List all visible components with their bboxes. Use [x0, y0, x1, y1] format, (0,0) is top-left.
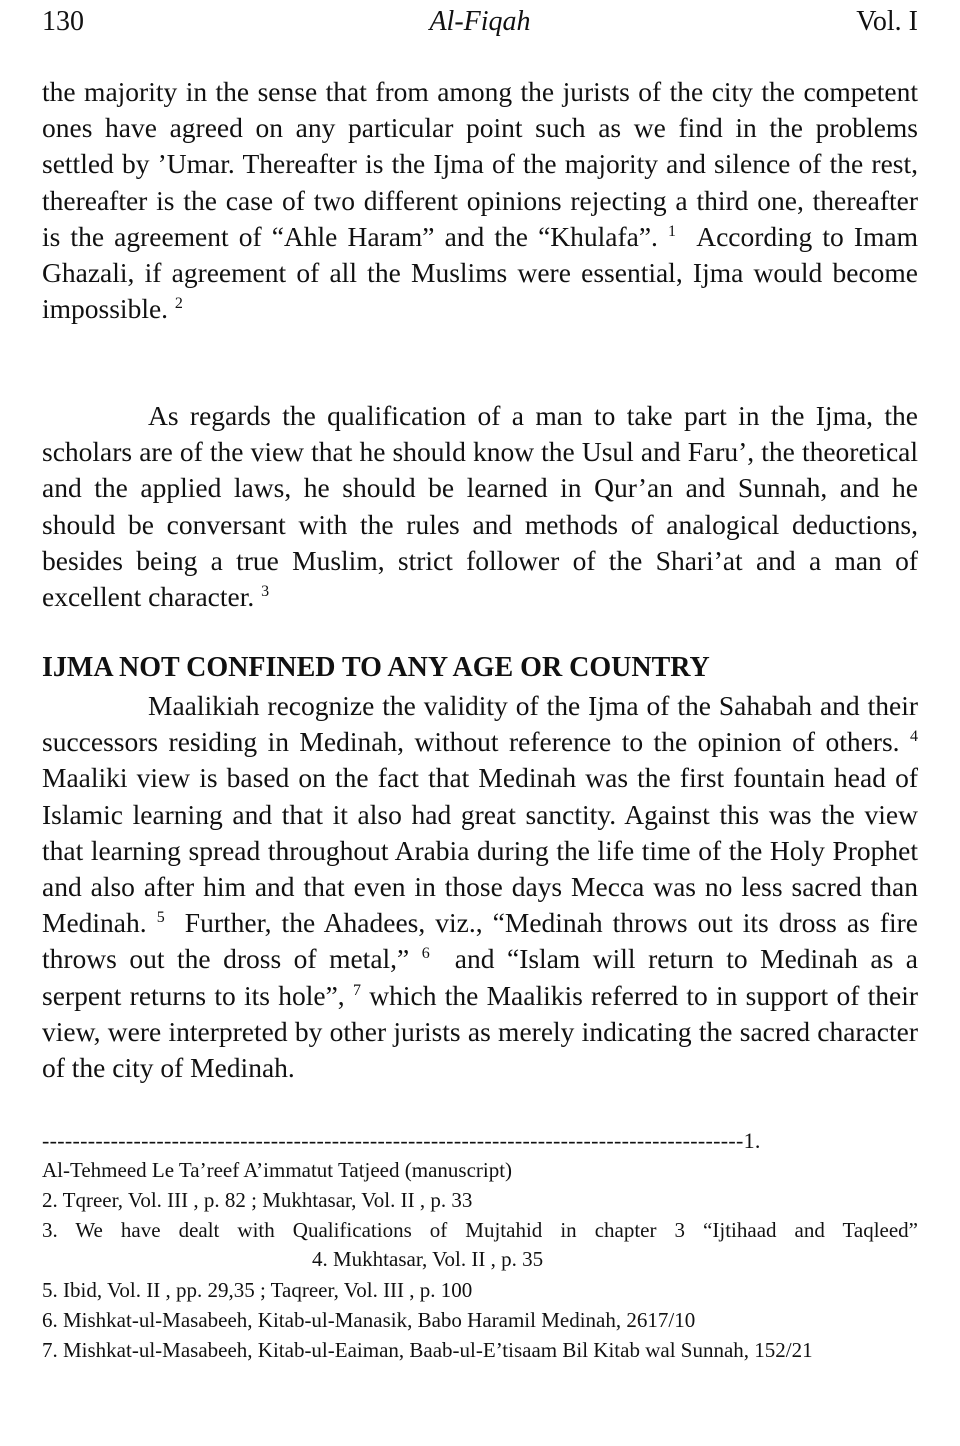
paragraph-text: Maalikiah recognize the validity of the Ijma of the Sahabah and their successors residing in Medinah, without reference to the opinion of others.	[42, 690, 918, 758]
footnote-ref-5: 5	[156, 909, 165, 927]
footnote-ref-6: 6	[421, 945, 430, 963]
paragraph-ijma-majority	[42, 74, 918, 327]
footnote-ref-1: 1	[668, 222, 677, 240]
footnote-5: 5. Ibid, Vol. II , pp. 29,35 ; Taqreer, Vol. III , p. 100	[42, 1278, 473, 1302]
footnote-ref-2: 2	[174, 295, 183, 313]
paragraph-text: Further, the Ahadees, viz., “Medinah throws out its dross as fire throws out the dross of metal,”	[42, 907, 918, 975]
footnote-2: 2. Tqreer, Vol. III , p. 82 ; Mukhtasar, Vol. II , p. 33	[42, 1188, 473, 1212]
paragraph-text: As regards the qualification of a man to take part in the Ijma, the scholars are of the view that he should know the Usul and Faru’, the theoretical and the applied laws, he should be learned in Qur’an and Sunnah, and he should be conversant with the rules and methods of analogical deductions, besides being a true Muslim, strict follower of the Shari’at and a man of excellent character.	[42, 400, 918, 613]
footnote-ref-3: 3	[261, 582, 270, 600]
paragraph-text: Maaliki view is based on the fact that Medinah was the first fountain head of Islamic learning and that it also had great sanctity. Against this was the view that learning spread throughout Arabia during the life time of the Holy Prophet and also after him and that even in those days Mecca was no less sacred than Medinah.	[42, 762, 918, 939]
paragraph-maaliki-view	[42, 688, 918, 1086]
footnote-7: 7. Mishkat-ul-Masabeeh, Kitab-ul-Eaiman, Baab-ul-E’tisaam Bil Kitab wal Sunnah, 152/21	[42, 1338, 813, 1362]
footnote-ref-4: 4	[910, 728, 919, 746]
book-title: Al-Fiqah	[429, 6, 531, 37]
footnote-3	[42, 1216, 918, 1274]
footnote-6: 6. Mishkat-ul-Masabeeh, Kitab-ul-Manasik, Babo Haramil Medinah, 2617/10	[42, 1308, 696, 1332]
paragraph-text: which the Maalikis referred to in support of their view, were interpreted by other jurists as merely indicating the sacred character of the city of Medinah.	[42, 979, 919, 1084]
footnote-ref-7: 7	[352, 981, 361, 999]
footnote-separator: --------------------------------------------------------------------------------------------1.	[42, 1128, 761, 1153]
footnote-4: 4. Mukhtasar, Vol. II , p. 35	[312, 1247, 544, 1271]
footnote-3-text: 3. We have dealt with Qualifications of Mujtahid in chapter 3 “Ijtihaad and Taqleed”	[42, 1218, 918, 1242]
paragraph-text: and “Islam will return to Medinah as a serpent returns to its hole”,	[42, 943, 919, 1011]
footnote-1: Al-Tehmeed Le Ta’reef A’immatut Tatjeed (manuscript)	[42, 1158, 513, 1182]
paragraph-qualification	[42, 398, 918, 615]
page-header	[42, 2, 918, 42]
page-number: 130	[42, 6, 84, 37]
section-heading: IJMA NOT CONFINED TO ANY AGE OR COUNTRY	[42, 652, 710, 683]
volume-label: Vol. I	[856, 6, 918, 37]
paragraph-text: the majority in the sense that from among the jurists of the city the competent ones have agreed on any particular point such as we find in the problems settled by ’Umar. Thereafter is the Ijma of the majority and silence of the rest, thereafter is the case of two different opinions rejecting a third one, thereafter is the agreement of “Ahle Haram” and the “Khulafa”.	[42, 76, 918, 252]
paragraph-text: According to Imam Ghazali, if agreement of all the Muslims were essential, Ijma would become impossible.	[42, 220, 919, 325]
